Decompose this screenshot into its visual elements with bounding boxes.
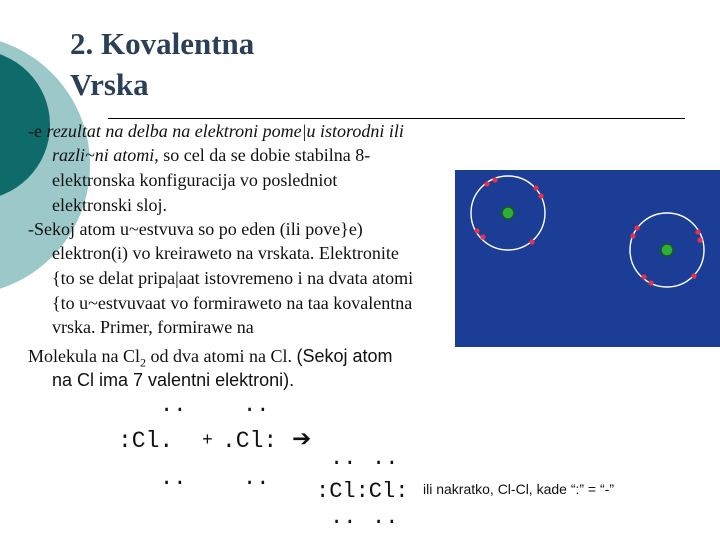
dots-top-left: .. [160, 393, 187, 418]
title-divider [108, 118, 685, 119]
dots-bottom-right: .. [243, 466, 270, 491]
para2-line1: -Sekoj atom u~estvuva so po eden (ili pove}e) [28, 219, 363, 239]
arrow-icon: ➔ [292, 425, 312, 451]
para2-line2: elektron(i) vo kreiraweto na vrskata. Elektronite [52, 243, 399, 263]
molecule-note: ili nakratko, Cl-Cl, kade “:” = “-” [423, 481, 614, 497]
atom-2-nucleus [661, 244, 673, 256]
atom-1-nucleus [502, 207, 514, 219]
para1-line4: elektronski sloj. [52, 195, 167, 215]
dots-molecule-bottom-1: .. [330, 505, 357, 530]
title-line-1: 2. Kovalentna [70, 26, 255, 61]
para1-line3: elektronska konfiguracija vo posledniot [52, 170, 338, 190]
atom-2 [630, 213, 704, 287]
para3-line1: Molekula na $Cl_2$ od dva atomi na Cl. (Sekoj atom [28, 346, 393, 370]
para3-line2: na Cl ima 7 valentni elektroni). [52, 370, 295, 390]
right-atom: .Cl: [222, 428, 278, 454]
molecule: :Cl:Cl: [316, 479, 409, 504]
plus-sign: + [202, 431, 213, 451]
dots-bottom-left: .. [160, 466, 187, 491]
para2-line3: {to se delat pripa|aat istovremeno i na dvata atomi [52, 268, 414, 288]
dots-molecule-top-2: .. [372, 446, 399, 471]
dots-molecule-top-1: .. [330, 446, 357, 471]
para1-line2: razli~ni atomi, so cel da se dobie stabilna 8- [52, 145, 371, 165]
atom-1 [471, 176, 545, 250]
para2-line4: {to u~estvuvaat vo formiraweto na taa kovalentna [52, 293, 413, 313]
dots-molecule-bottom-2: .. [372, 505, 399, 530]
left-atom: :Cl. [118, 428, 174, 454]
atom-diagram [455, 170, 720, 347]
dots-top-right: .. [243, 393, 270, 418]
title-line-2: Vrska [70, 67, 149, 102]
para1-line1: -e rezultat na delba na elektroni pome|u istorodni ili [28, 121, 404, 141]
para2-line5: vrska. Primer, formirawe na [52, 317, 254, 337]
